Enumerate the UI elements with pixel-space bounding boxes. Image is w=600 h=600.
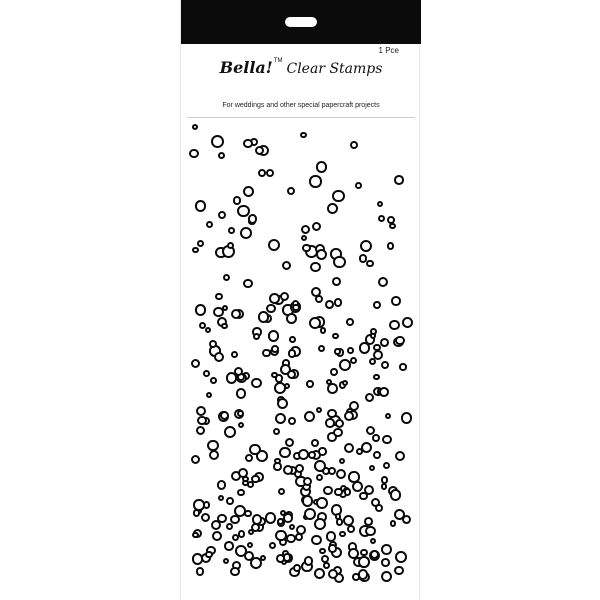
bubble xyxy=(191,455,200,464)
bubble xyxy=(314,460,326,472)
product-name: Clear Stamps xyxy=(286,61,383,77)
bubble xyxy=(274,458,280,464)
bubble xyxy=(250,557,262,569)
bubble xyxy=(278,488,285,495)
bubble xyxy=(314,518,326,530)
bubble xyxy=(266,169,274,177)
bubble xyxy=(304,411,315,422)
bubble xyxy=(215,293,222,300)
bubble xyxy=(320,327,326,333)
bubble xyxy=(302,495,313,506)
bubble xyxy=(395,451,405,461)
bubble xyxy=(205,327,211,333)
bubble xyxy=(243,279,253,289)
bubble xyxy=(232,534,239,541)
bubble xyxy=(325,418,334,427)
bubble xyxy=(223,274,230,281)
bubble xyxy=(387,242,395,250)
bubble xyxy=(309,317,321,329)
bubble xyxy=(209,340,217,348)
bubble xyxy=(389,320,399,330)
bubble xyxy=(243,139,253,149)
bubble xyxy=(201,513,210,522)
bubble xyxy=(369,465,376,472)
bubble xyxy=(347,525,355,533)
bubble xyxy=(304,508,316,520)
bubble xyxy=(350,141,358,149)
bubble xyxy=(253,333,260,340)
bubble xyxy=(318,447,327,456)
bubble xyxy=(286,534,296,544)
hang-hole xyxy=(285,17,317,27)
bubble xyxy=(335,419,344,428)
bubble xyxy=(394,175,404,185)
bubble xyxy=(238,422,244,428)
bubble xyxy=(323,486,332,495)
bubble xyxy=(348,471,359,482)
bubble xyxy=(258,169,266,177)
bubble xyxy=(328,569,338,579)
bubble xyxy=(226,497,234,505)
bubble xyxy=(381,361,389,369)
bubble xyxy=(350,357,358,365)
bubble xyxy=(365,393,374,402)
bubble xyxy=(385,413,391,419)
bubble xyxy=(371,498,380,507)
bubble xyxy=(262,349,270,357)
bubble xyxy=(304,556,313,565)
bubble xyxy=(330,368,338,376)
bubble xyxy=(234,367,243,376)
bubble xyxy=(195,200,207,212)
bubble xyxy=(301,225,310,234)
bubble xyxy=(327,383,338,394)
bubble xyxy=(189,149,198,158)
bubble xyxy=(217,480,226,489)
bubble xyxy=(390,489,401,500)
bubble xyxy=(243,186,254,197)
bubble xyxy=(242,476,249,483)
bubble xyxy=(373,374,379,380)
brand-name: Bella! xyxy=(219,58,273,77)
bubble xyxy=(314,568,325,579)
bubble xyxy=(217,514,226,523)
tagline: For weddings and other special papercraft projects xyxy=(222,102,380,109)
bubble xyxy=(327,203,338,214)
bubble xyxy=(207,440,218,451)
bubble xyxy=(247,542,253,548)
bubble xyxy=(381,483,388,490)
bubble xyxy=(231,351,238,358)
bubble xyxy=(192,124,198,130)
trademark: TM xyxy=(273,58,283,64)
bubble xyxy=(316,249,327,260)
bubble xyxy=(197,416,206,425)
bubble xyxy=(316,474,323,481)
bubble xyxy=(228,227,235,234)
bubble xyxy=(334,298,343,307)
bubble xyxy=(196,567,204,575)
bubble xyxy=(342,380,348,386)
bubble xyxy=(237,489,245,497)
bubble xyxy=(359,492,367,500)
bubble xyxy=(245,454,254,463)
bubble xyxy=(378,277,388,287)
bubble xyxy=(333,256,345,268)
bubble xyxy=(286,313,297,324)
bubble xyxy=(192,532,198,538)
bubble xyxy=(366,260,373,267)
bubble xyxy=(244,510,252,518)
brand-row xyxy=(181,58,421,88)
bubble xyxy=(191,359,201,369)
bubble xyxy=(233,196,242,205)
bubble xyxy=(269,542,276,549)
bubble xyxy=(343,515,354,526)
bubble xyxy=(300,132,307,139)
bubble xyxy=(303,477,312,486)
bubble xyxy=(383,462,390,469)
bubble xyxy=(230,567,240,577)
bubble xyxy=(382,435,392,445)
bubble xyxy=(401,412,413,424)
bubble xyxy=(344,443,354,453)
bubble xyxy=(318,345,325,352)
stamp-package xyxy=(180,0,420,600)
bubble xyxy=(348,548,359,559)
bubble xyxy=(333,428,343,438)
bubble xyxy=(315,295,323,303)
bubble xyxy=(325,300,334,309)
bubble xyxy=(402,317,413,328)
bubble xyxy=(319,548,325,554)
bubble xyxy=(218,495,224,501)
bubble xyxy=(236,388,247,399)
bubble xyxy=(381,558,390,567)
bubble xyxy=(310,262,320,272)
bubble xyxy=(265,512,277,524)
bubble xyxy=(394,509,405,520)
bubble xyxy=(334,348,340,354)
bubble xyxy=(282,261,291,270)
bubble xyxy=(296,525,306,535)
bubble xyxy=(206,221,213,228)
bubble xyxy=(323,562,329,568)
bubble xyxy=(248,529,254,535)
bubble xyxy=(206,392,212,398)
bubble xyxy=(364,517,373,526)
bubble xyxy=(292,304,300,312)
bubble xyxy=(293,564,301,572)
header-band xyxy=(181,0,421,44)
bubble xyxy=(358,556,370,568)
bubble xyxy=(196,406,206,416)
bubble xyxy=(316,161,328,173)
bubble xyxy=(311,535,321,545)
bubble xyxy=(316,407,322,413)
bubble xyxy=(280,292,290,302)
bubble xyxy=(197,240,204,247)
bubble xyxy=(335,513,341,519)
bubble xyxy=(349,401,359,411)
bubble xyxy=(211,135,224,148)
bubble xyxy=(196,426,205,435)
bubble xyxy=(240,227,252,239)
bubble xyxy=(312,222,321,231)
bubble xyxy=(289,524,295,530)
bubble xyxy=(332,190,344,202)
bubble xyxy=(275,413,286,424)
bubble xyxy=(356,448,363,455)
bubble xyxy=(285,438,294,447)
bubble xyxy=(370,550,379,559)
bubble xyxy=(283,465,293,475)
bubble xyxy=(249,444,261,456)
bubble xyxy=(332,333,338,339)
bubble xyxy=(316,497,328,509)
bubble xyxy=(369,358,376,365)
bubble xyxy=(218,211,226,219)
bubble xyxy=(252,514,262,524)
bubble xyxy=(258,311,269,322)
bubble xyxy=(336,469,346,479)
bubble xyxy=(248,214,258,224)
bubble xyxy=(381,544,391,554)
bubble xyxy=(268,239,280,251)
bubble xyxy=(284,383,290,389)
bubble xyxy=(223,558,229,564)
bubble xyxy=(365,526,376,537)
bubble xyxy=(288,349,296,357)
bubble xyxy=(381,571,392,582)
bubble xyxy=(203,501,211,509)
bubble xyxy=(378,215,386,223)
bubble xyxy=(205,551,213,559)
bubble xyxy=(373,301,381,309)
bubble xyxy=(359,342,370,353)
bubble xyxy=(213,307,224,318)
bubble xyxy=(195,304,207,316)
bubble-stamp-pattern xyxy=(181,118,421,588)
bubble xyxy=(224,541,234,551)
bubble xyxy=(399,363,406,370)
bubble xyxy=(203,370,210,377)
bubble xyxy=(306,380,314,388)
bubble xyxy=(221,323,228,330)
bubble xyxy=(210,377,217,384)
bubble xyxy=(328,544,337,553)
bubble xyxy=(287,187,295,195)
bubble xyxy=(370,538,377,545)
bubble xyxy=(372,434,380,442)
bubble xyxy=(390,520,397,527)
bubble xyxy=(339,531,346,538)
bubble xyxy=(355,182,362,189)
bubble xyxy=(214,352,224,362)
bubble xyxy=(377,201,383,207)
bubble xyxy=(309,175,321,187)
bubble xyxy=(327,409,336,418)
bubble xyxy=(212,531,222,541)
bubble xyxy=(379,387,389,397)
bubble xyxy=(360,549,368,557)
bubble xyxy=(269,293,280,304)
bubble xyxy=(326,531,337,542)
quantity-label: 1 Pce xyxy=(378,46,399,55)
bubble xyxy=(395,336,405,346)
bubble xyxy=(360,240,372,252)
bubble xyxy=(218,152,225,159)
bubble xyxy=(283,513,293,523)
bubble xyxy=(339,458,345,464)
bubble xyxy=(394,566,404,576)
bubble xyxy=(334,488,342,496)
bubble xyxy=(268,330,280,342)
bubble xyxy=(373,451,381,459)
bubble xyxy=(344,488,351,495)
bubble xyxy=(339,359,351,371)
bubble xyxy=(347,347,354,354)
bubble xyxy=(283,553,291,561)
bubble xyxy=(332,277,341,286)
bubble xyxy=(288,417,296,425)
bubble xyxy=(266,304,276,314)
bubble xyxy=(277,398,288,409)
bubble xyxy=(289,336,296,343)
bubble xyxy=(279,447,291,459)
bubble xyxy=(226,523,233,530)
bubble xyxy=(301,235,307,241)
bubble xyxy=(395,551,407,563)
bubble xyxy=(352,573,360,581)
bubble xyxy=(224,426,236,438)
bubble xyxy=(311,439,319,447)
bubble xyxy=(370,328,377,335)
bubble xyxy=(346,318,354,326)
bubble xyxy=(192,247,199,254)
bubble xyxy=(209,450,219,460)
bubble xyxy=(391,296,400,305)
bubble xyxy=(251,378,261,388)
bubble xyxy=(273,428,280,435)
bubble xyxy=(380,338,389,347)
